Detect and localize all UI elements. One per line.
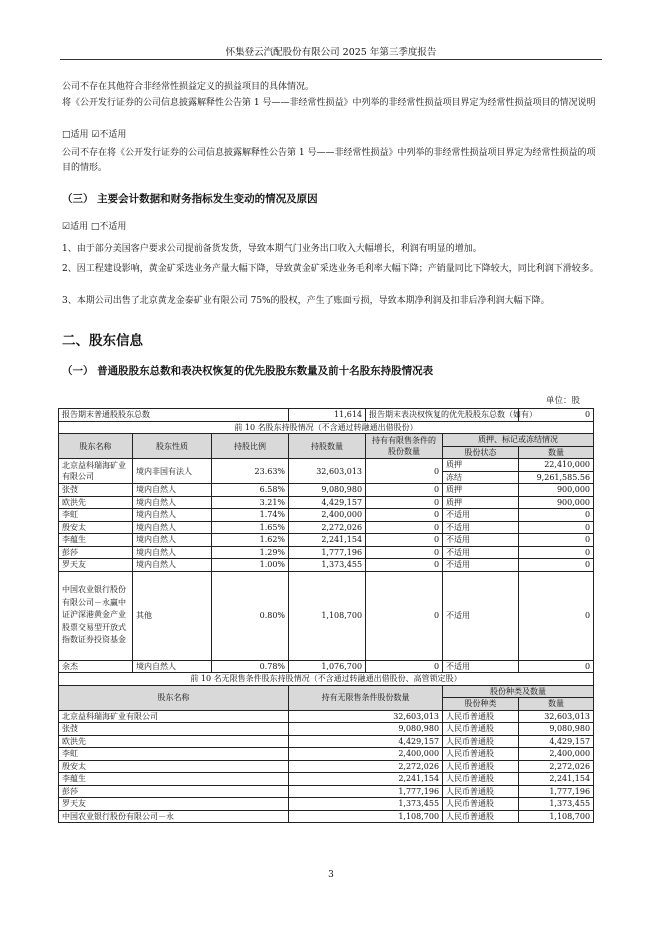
- cell-status: 质押: [443, 496, 519, 509]
- cell-nature: 境内自然人: [133, 509, 212, 522]
- cell-ratio: 0.80%: [212, 571, 289, 660]
- section-heading-shareholders: 二、股东信息: [62, 333, 143, 349]
- cell-status: 冻结: [443, 471, 519, 484]
- col-header-share-number: 数量: [519, 698, 594, 711]
- cell-name: 张弢: [59, 484, 133, 497]
- cell-nature: 境内自然人: [133, 521, 212, 534]
- cell-number: 0: [519, 509, 594, 522]
- cell-name: 彭莎: [59, 546, 133, 559]
- col-header-ratio: 持股比例: [212, 434, 289, 459]
- col-header-unrestricted-quantity: 持有无限售条件股份数量: [289, 685, 443, 710]
- cell-name: 彭莎: [59, 785, 289, 798]
- cell-status: 不适用: [443, 509, 519, 522]
- cell-quantity: 2,400,000: [289, 509, 366, 522]
- table-row: [59, 748, 594, 761]
- cell-ratio: 1.65%: [212, 521, 289, 534]
- cell-name: 殷安太: [59, 760, 289, 773]
- total-shareholders-value: 11,614: [289, 409, 366, 422]
- reason-1: 1、由于部分美国客户要求公司提前备货发货，导致本期气门业务出口收入大幅增长，利润有明显的增加。: [62, 244, 482, 254]
- cell-number: 0: [519, 559, 594, 572]
- table-row: [59, 760, 594, 773]
- cell-name: 殷安太: [59, 521, 133, 534]
- table-row: [59, 521, 594, 534]
- cell-number: 900,000: [519, 484, 594, 497]
- table-row: [59, 434, 594, 447]
- top10-title: 前 10 名股东持股情况（不含通过转融通出借股份）: [59, 421, 594, 434]
- paragraph-other-items: 公司不存在其他符合非经常性损益定义的损益项目的具体情况。: [62, 82, 315, 92]
- report-header: 怀集登云汽配股份有限公司 2025 年第三季度报告: [225, 47, 437, 58]
- cell-number: 2,400,000: [519, 748, 594, 761]
- col-header-unrestricted-name: 股东名称: [59, 685, 289, 710]
- paragraph-definition-note: 将《公开发行证券的公司信息披露解释性公告第 1 号——非经常性损益》中列举的非经常性损益项目界定为经常性损益项目的情况说明: [62, 98, 596, 108]
- cell-nature: 境内自然人: [133, 660, 212, 673]
- cell-number: 4,429,157: [519, 735, 594, 748]
- cell-name: 张弢: [59, 723, 289, 736]
- cell-number: 9,080,980: [519, 723, 594, 736]
- cell-ratio: 1.00%: [212, 559, 289, 572]
- cell-number: 1,373,455: [519, 798, 594, 811]
- cell-nature: 境内自然人: [133, 496, 212, 509]
- cell-number: 22,410,000: [519, 459, 594, 472]
- table-row: [59, 710, 594, 723]
- cell-status: 不适用: [443, 534, 519, 547]
- cell-number: 0: [519, 660, 594, 673]
- table-row: [59, 459, 594, 472]
- reason-2: 2、因工程建设影响，黄金矿采选业务产量大幅下降，导致黄金矿采选业务毛利率大幅下降；产销量同比下降较大，同比利润下滑较多。: [62, 264, 599, 274]
- cell-restricted: 0: [366, 534, 443, 547]
- table-row: [59, 673, 594, 686]
- cell-number: 2,241,154: [519, 773, 594, 786]
- cell-share-type: 人民币普通股: [443, 748, 519, 761]
- col-header-share-type: 股份种类: [443, 698, 519, 711]
- cell-quantity: 1,373,455: [289, 798, 443, 811]
- cell-quantity: 32,603,013: [289, 710, 443, 723]
- cell-ratio: 6.58%: [212, 484, 289, 497]
- cell-status: 不适用: [443, 571, 519, 660]
- cell-name: 李蕴生: [59, 773, 289, 786]
- cell-quantity: 1,108,700: [289, 810, 443, 823]
- cell-quantity: 2,241,154: [289, 773, 443, 786]
- cell-quantity: 1,108,700: [289, 571, 366, 660]
- col-header-nature: 股东性质: [133, 434, 212, 459]
- cell-ratio: 1.74%: [212, 509, 289, 522]
- cell-restricted: 0: [366, 484, 443, 497]
- cell-quantity: 4,429,157: [289, 735, 443, 748]
- cell-name: 李蕴生: [59, 534, 133, 547]
- col-header-quantity: 持股数量: [289, 434, 366, 459]
- cell-name: 欧洪先: [59, 735, 289, 748]
- cell-quantity: 9,080,980: [289, 723, 443, 736]
- cell-number: 2,272,026: [519, 760, 594, 773]
- cell-number: 9,261,585.56: [519, 471, 594, 484]
- total-shareholders-label: 报告期末普通股股东总数: [59, 409, 289, 422]
- cell-nature: 境内自然人: [133, 559, 212, 572]
- cell-status: 不适用: [443, 521, 519, 534]
- paragraph-no-reclassification: 公司不存在将《公开发行证券的公司信息披露解释性公告第 1 号——非经常性损益》中列举的非经常性损益项目界定为经常性损益的项目的情形。: [62, 148, 596, 173]
- cell-quantity: 2,272,026: [289, 521, 366, 534]
- cell-nature: 境内非国有法人: [133, 459, 212, 484]
- table-row: [59, 723, 594, 736]
- table-row: [59, 685, 594, 698]
- subsection-heading-shareholders-table: （一） 普通股股东总数和表决权恢复的优先股股东数量及前十名股东持股情况表: [62, 365, 434, 377]
- col-header-status: 股份状态: [443, 446, 519, 459]
- cell-share-type: 人民币普通股: [443, 785, 519, 798]
- cell-name: 北京益科瑞海矿业有限公司: [59, 710, 289, 723]
- cell-quantity: 2,272,026: [289, 760, 443, 773]
- table-row: [59, 798, 594, 811]
- cell-status: 质押: [443, 484, 519, 497]
- cell-quantity: 1,373,455: [289, 559, 366, 572]
- cell-quantity: 1,076,700: [289, 660, 366, 673]
- cell-share-type: 人民币普通股: [443, 798, 519, 811]
- cell-restricted: 0: [366, 496, 443, 509]
- cell-restricted: 0: [366, 459, 443, 484]
- cell-quantity: 2,241,154: [289, 534, 366, 547]
- cell-nature: 境内自然人: [133, 484, 212, 497]
- table-row: [59, 773, 594, 786]
- cell-quantity: 9,080,980: [289, 484, 366, 497]
- cell-name: 余杰: [59, 660, 133, 673]
- table-row: [59, 421, 594, 434]
- cell-number: 32,603,013: [519, 710, 594, 723]
- cell-share-type: 人民币普通股: [443, 810, 519, 823]
- cell-number: 0: [519, 521, 594, 534]
- cell-ratio: 1.29%: [212, 546, 289, 559]
- cell-restricted: 0: [366, 559, 443, 572]
- cell-nature: 其他: [133, 571, 212, 660]
- cell-ratio: 3.21%: [212, 496, 289, 509]
- cell-status: 质押: [443, 459, 519, 472]
- table-row: [59, 509, 594, 522]
- cell-restricted: 0: [366, 509, 443, 522]
- table-row: [59, 660, 594, 673]
- cell-share-type: 人民币普通股: [443, 710, 519, 723]
- cell-number: 0: [519, 534, 594, 547]
- cell-quantity: 1,777,196: [289, 785, 443, 798]
- cell-nature: 境内自然人: [133, 546, 212, 559]
- cell-name: 中国农业银行股份有限公司－永: [59, 810, 289, 823]
- header-rule: [60, 59, 602, 60]
- table-row: [59, 559, 594, 572]
- cell-restricted: 0: [366, 546, 443, 559]
- cell-ratio: 0.78%: [212, 660, 289, 673]
- preferred-shareholders-label: 报告期末表决权恢复的优先股股东总数（如有）: [366, 409, 519, 422]
- cell-share-type: 人民币普通股: [443, 735, 519, 748]
- reason-3: 3、本期公司出售了北京黄龙金泰矿业有限公司 75%的股权，产生了账面亏损，导致本期净利润及扣非后净利润大幅下降。: [62, 296, 550, 306]
- cell-number: 900,000: [519, 496, 594, 509]
- unrestricted-title: 前 10 名无限售条件股东持股情况（不含通过转融通出借股份、高管锁定股）: [59, 673, 594, 686]
- cell-number: 1,777,196: [519, 785, 594, 798]
- table-row: [59, 496, 594, 509]
- cell-status: 不适用: [443, 660, 519, 673]
- cell-number: 0: [519, 571, 594, 660]
- cell-name: 李虹: [59, 748, 289, 761]
- cell-name: 北京益科瑞海矿业有限公司: [59, 459, 133, 484]
- cell-name: 罗天友: [59, 798, 289, 811]
- cell-ratio: 1.62%: [212, 534, 289, 547]
- col-header-restricted: 持有有限售条件的股份数量: [366, 434, 443, 459]
- table-row: [59, 735, 594, 748]
- table-row: [59, 484, 594, 497]
- page-number: 3: [328, 870, 334, 880]
- section-heading-changes: （三） 主要会计数据和财务指标发生变动的情况及原因: [62, 193, 318, 205]
- cell-restricted: 0: [366, 571, 443, 660]
- cell-quantity: 2,400,000: [289, 748, 443, 761]
- cell-name: 李虹: [59, 509, 133, 522]
- cell-share-type: 人民币普通股: [443, 773, 519, 786]
- unit-label: 单位：股: [546, 396, 581, 406]
- cell-status: 不适用: [443, 559, 519, 572]
- cell-nature: 境内自然人: [133, 534, 212, 547]
- cell-quantity: 1,777,196: [289, 546, 366, 559]
- cell-quantity: 32,603,013: [289, 459, 366, 484]
- cell-status: 不适用: [443, 546, 519, 559]
- applicability-checkbox-1: □适用 ☑不适用: [62, 130, 127, 140]
- cell-ratio: 23.63%: [212, 459, 289, 484]
- cell-name: 欧洪先: [59, 496, 133, 509]
- cell-name: 罗天友: [59, 559, 133, 572]
- table-row: [59, 409, 594, 422]
- col-header-share-kind: 股份种类及数量: [443, 685, 594, 698]
- preferred-shareholders-value: 0: [519, 409, 594, 422]
- cell-name: 中国农业银行股份有限公司－永赢中证沪深港黄金产业股票交易型开放式指数证券投资基金: [59, 571, 133, 660]
- shareholders-table: [58, 408, 594, 823]
- cell-quantity: 4,429,157: [289, 496, 366, 509]
- cell-restricted: 0: [366, 660, 443, 673]
- table-row: [59, 546, 594, 559]
- col-header-number: 数量: [519, 446, 594, 459]
- col-header-name: 股东名称: [59, 434, 133, 459]
- table-row: [59, 571, 594, 660]
- table-row: [59, 810, 594, 823]
- cell-share-type: 人民币普通股: [443, 723, 519, 736]
- cell-restricted: 0: [366, 521, 443, 534]
- cell-share-type: 人民币普通股: [443, 760, 519, 773]
- table-row: [59, 785, 594, 798]
- cell-number: 1,108,700: [519, 810, 594, 823]
- col-header-pledge: 质押、标记或冻结情况: [443, 434, 594, 447]
- cell-number: 0: [519, 546, 594, 559]
- table-row: [59, 534, 594, 547]
- applicability-checkbox-2: ☑适用 □不适用: [62, 222, 127, 232]
